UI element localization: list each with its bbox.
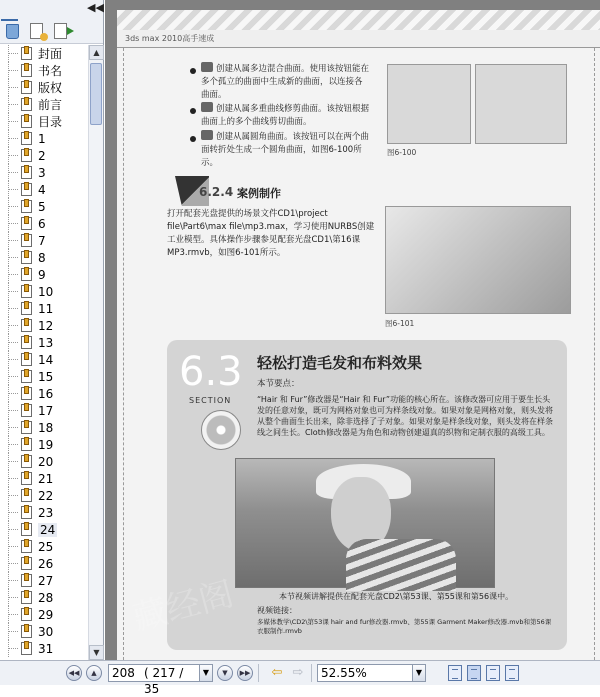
bookmark-item[interactable] (0, 249, 88, 266)
delete-trash-icon[interactable] (4, 22, 22, 40)
bookmark-page-icon (20, 183, 34, 197)
bookmark-item[interactable] (0, 215, 88, 232)
bookmark-page-icon (20, 455, 34, 469)
key-points-label: 本节要点： (257, 379, 300, 389)
bookmark-item[interactable] (0, 232, 88, 249)
bookmark-page-icon (20, 81, 34, 95)
bookmark-item[interactable] (0, 113, 88, 130)
bookmark-scrollbar[interactable] (88, 45, 103, 660)
bookmark-item[interactable] (0, 521, 88, 538)
bookmark-item[interactable] (0, 402, 88, 419)
section-title: 轻松打造毛发和布料效果 (257, 354, 423, 372)
bookmark-page-icon (20, 285, 34, 299)
figure-caption: 图6-101 (385, 319, 415, 328)
case-paragraph: 打开配套光盘提供的场景文件CD1\project file\Part6\max file\mp3.max，学习使用NURBS创建工业模型。具体操作步骤参见配套光盘CD1\第16课MP3.rmvb，如图6-101所示。 (167, 209, 375, 258)
heading-number: 6.2.4 (199, 185, 234, 199)
margin-guide-right (594, 48, 595, 670)
bookmark-label: 书名 (38, 64, 63, 78)
bookmark-label: 11 (38, 301, 54, 316)
bookmark-page-icon (20, 404, 34, 418)
current-page-input[interactable]: 208 (108, 664, 144, 682)
bookmark-page-icon (20, 149, 34, 163)
figure-caption: 图6-100 (387, 148, 417, 157)
bookmark-item[interactable] (0, 300, 88, 317)
bookmark-item[interactable] (0, 45, 88, 62)
bookmark-label: 封面 (38, 47, 63, 61)
bookmark-page-icon (20, 591, 34, 605)
forward-arrow-icon[interactable]: ⇨ (292, 665, 304, 680)
back-arrow-icon[interactable]: ⇦ (271, 665, 283, 680)
bookmark-page-icon (20, 387, 34, 401)
pdf-page (117, 10, 600, 670)
bookmark-label: 12 (38, 318, 54, 333)
bookmark-page-icon (20, 608, 34, 622)
bookmark-item[interactable] (0, 555, 88, 572)
bookmark-label: 20 (38, 454, 54, 469)
bookmark-item[interactable] (0, 436, 88, 453)
bookmark-page-icon (20, 234, 34, 248)
bookmark-item[interactable] (0, 504, 88, 521)
bookmark-item[interactable] (0, 96, 88, 113)
bookmark-page-icon (20, 540, 34, 554)
toolbar-separator (311, 664, 312, 682)
goto-bookmark-icon[interactable] (52, 22, 70, 40)
continuous-facing-layout-icon[interactable] (505, 665, 519, 681)
bookmark-label: 16 (38, 386, 54, 401)
key-points-text: “Hair 和 Fur”修改器是“Hair 和 Fur”功能的核心所在。该修改器可应用于要生长头发的任意对象，既可为网格对象也可为样条线对象。如果对象是网格对象，则头发将从整个曲面生长出来，除非选择了子对象。如果对象是样条线对象，则头发将在样条线之间生长。Cloth修改器是为角色和动物创建逼真的织物和定制衣服的高级工具。 (257, 395, 553, 437)
bookmark-label: 22 (38, 488, 54, 503)
bookmark-label: 30 (38, 624, 54, 639)
bookmark-label: 3 (38, 165, 46, 180)
bookmark-label: 6 (38, 216, 46, 231)
bookmark-label: 27 (38, 573, 54, 588)
continuous-layout-icon[interactable] (467, 665, 481, 681)
bookmark-page-icon (20, 336, 34, 350)
bookmark-page-icon (20, 574, 34, 588)
bookmark-item[interactable] (0, 79, 88, 96)
bookmark-page-icon (20, 268, 34, 282)
bookmark-item[interactable] (0, 606, 88, 623)
bookmark-page-icon (20, 166, 34, 180)
bookmark-label: 前言 (38, 98, 63, 112)
bookmark-item[interactable] (0, 266, 88, 283)
bookmark-label: 15 (38, 369, 54, 384)
bookmark-label: 2 (38, 148, 46, 163)
bookmark-item[interactable] (0, 453, 88, 470)
bookmark-label: 9 (38, 267, 46, 282)
bookmark-label: 14 (38, 352, 54, 367)
margin-guide-left (123, 48, 124, 670)
render-scarf (346, 539, 456, 591)
figure-6-100-right (475, 64, 567, 144)
bookmark-page-icon (20, 98, 34, 112)
bookmarks-panel (0, 0, 104, 660)
bullet-text: 创建从属多边混合曲面。使用该按钮能在多个孤立的曲面中生成新的曲面，以连接各曲面。 (201, 64, 370, 100)
first-page-icon[interactable]: ◀◀ (66, 665, 82, 681)
heading-title: 案例制作 (237, 187, 281, 200)
bookmark-page-icon (20, 64, 34, 78)
bookmark-item[interactable] (0, 283, 88, 300)
surface-tool-icon (201, 62, 213, 72)
video-link-text: 多媒体教学\CD2\第53课 hair and fur修改器.rmvb、第55课 Garment Maker修改器.mvb和第56课 衣服制作.rmvb (257, 618, 552, 635)
section-word: SECTION (189, 396, 232, 405)
bookmark-item[interactable] (0, 640, 88, 657)
bookmark-item[interactable] (0, 198, 88, 215)
bookmark-label: 1 (38, 131, 46, 146)
bookmark-label: 26 (38, 556, 54, 571)
surface-tool-icon (201, 102, 213, 112)
bookmark-label: 31 (38, 641, 54, 656)
scroll-thumb[interactable] (90, 63, 102, 125)
bookmark-label: 版权 (38, 81, 63, 95)
bullet-dot (190, 136, 196, 142)
bookmark-label: 28 (38, 590, 54, 605)
bookmark-page-icon (20, 132, 34, 146)
next-page-icon[interactable]: ▼ (217, 665, 233, 681)
scroll-up-arrow-icon[interactable]: ▲ (89, 45, 104, 60)
bookmark-item[interactable] (0, 164, 88, 181)
bookmark-item[interactable] (0, 572, 88, 589)
running-head-text: 3ds max 2010高手速成 (125, 34, 215, 43)
bookmark-label: 4 (38, 182, 46, 197)
section-number: 6.3 (179, 349, 243, 395)
running-head (117, 30, 600, 48)
bookmark-label: 19 (38, 437, 54, 452)
last-page-icon[interactable]: ▶▶ (237, 665, 253, 681)
bookmark-page-icon (20, 523, 34, 537)
bullet-text: 创建从属圆角曲面。该按钮可以在两个曲面转折处生成一个圆角曲面，如图6-100所示。 (201, 132, 370, 168)
bookmark-page-icon (20, 302, 34, 316)
bookmark-label: 18 (38, 420, 54, 435)
surface-tool-icon (201, 130, 213, 140)
bookmark-label: 24 (40, 522, 56, 537)
bookmark-page-icon (20, 421, 34, 435)
watermark-seal: 藏经阁 (128, 573, 238, 639)
figure-6-100-left (387, 64, 471, 144)
bookmark-label: 23 (38, 505, 54, 520)
bookmarks-toolbar (0, 18, 103, 44)
bookmark-item[interactable] (0, 487, 88, 504)
toolbar-separator (258, 664, 259, 682)
bookmark-item[interactable] (0, 62, 88, 79)
single-page-layout-icon[interactable] (448, 665, 462, 681)
bullet-dot (190, 108, 196, 114)
subsection-heading (175, 176, 355, 206)
panel-header (0, 0, 103, 18)
figure-6-101 (385, 206, 571, 314)
bookmark-label: 13 (38, 335, 54, 350)
bookmark-item[interactable] (0, 130, 88, 147)
bookmark-label: 8 (38, 250, 46, 265)
zoom-dropdown-arrow-icon[interactable]: ▼ (413, 664, 426, 682)
bookmark-label: 25 (38, 539, 54, 554)
bookmark-page-icon (20, 506, 34, 520)
bookmark-item[interactable] (0, 147, 88, 164)
page-count-label: ( 217 / 35 (144, 664, 200, 682)
bookmark-item[interactable] (0, 538, 88, 555)
page-header-stripes (117, 10, 600, 30)
bookmark-label: 7 (38, 233, 46, 248)
bookmark-page-icon (20, 625, 34, 639)
bookmark-page-icon (20, 370, 34, 384)
bookmark-item[interactable] (0, 317, 88, 334)
video-info-text: 本节视频讲解提供在配套光盘CD2\第53课、第55课和第56课中。 (279, 592, 514, 601)
bookmark-item[interactable] (0, 334, 88, 351)
navigation-toolbar (0, 660, 600, 696)
add-bookmark-icon[interactable] (28, 22, 46, 40)
bookmark-page-icon (20, 438, 34, 452)
bookmark-page-icon (20, 47, 34, 61)
bookmark-item[interactable] (0, 181, 88, 198)
bookmark-item[interactable] (0, 351, 88, 368)
dvd-disc-icon (201, 410, 241, 450)
bookmark-item[interactable] (0, 623, 88, 640)
bullet-dot (190, 68, 196, 74)
facing-layout-icon[interactable] (486, 665, 500, 681)
previous-page-icon[interactable]: ▲ (86, 665, 102, 681)
bookmark-page-icon (20, 642, 34, 656)
bookmark-page-icon (20, 115, 34, 129)
bookmark-page-icon (20, 319, 34, 333)
bookmark-page-icon (20, 200, 34, 214)
bookmark-label: 5 (38, 199, 46, 214)
bookmark-label: 21 (38, 471, 54, 486)
bookmark-page-icon (20, 489, 34, 503)
bullet-text: 创建从属多重曲线修剪曲面。该按钮根据曲面上的多个曲线剪切曲面。 (201, 104, 370, 127)
bookmark-item[interactable] (0, 368, 88, 385)
bookmark-label: 29 (38, 607, 54, 622)
bookmark-item[interactable] (0, 385, 88, 402)
bookmark-page-icon (20, 353, 34, 367)
bookmark-item[interactable] (0, 470, 88, 487)
bookmark-label: 17 (38, 403, 54, 418)
bookmark-item[interactable] (0, 419, 88, 436)
scroll-down-arrow-icon[interactable]: ▼ (89, 645, 104, 660)
bookmark-tree (0, 45, 88, 660)
bookmark-item[interactable] (0, 589, 88, 606)
bookmark-page-icon (20, 472, 34, 486)
bookmark-page-icon (20, 217, 34, 231)
document-viewer[interactable] (105, 0, 600, 660)
bookmark-label: 目录 (38, 115, 63, 129)
page-dropdown-arrow-icon[interactable]: ▼ (200, 664, 213, 682)
bookmark-page-icon (20, 557, 34, 571)
zoom-input[interactable]: 52.55% (317, 664, 413, 682)
video-link-label: 视频链接： (257, 606, 297, 615)
bookmark-page-icon (20, 251, 34, 265)
collapse-panel-icon[interactable]: ◀◀ (87, 1, 104, 14)
section-badge (175, 348, 247, 448)
bookmark-label: 10 (38, 284, 54, 299)
